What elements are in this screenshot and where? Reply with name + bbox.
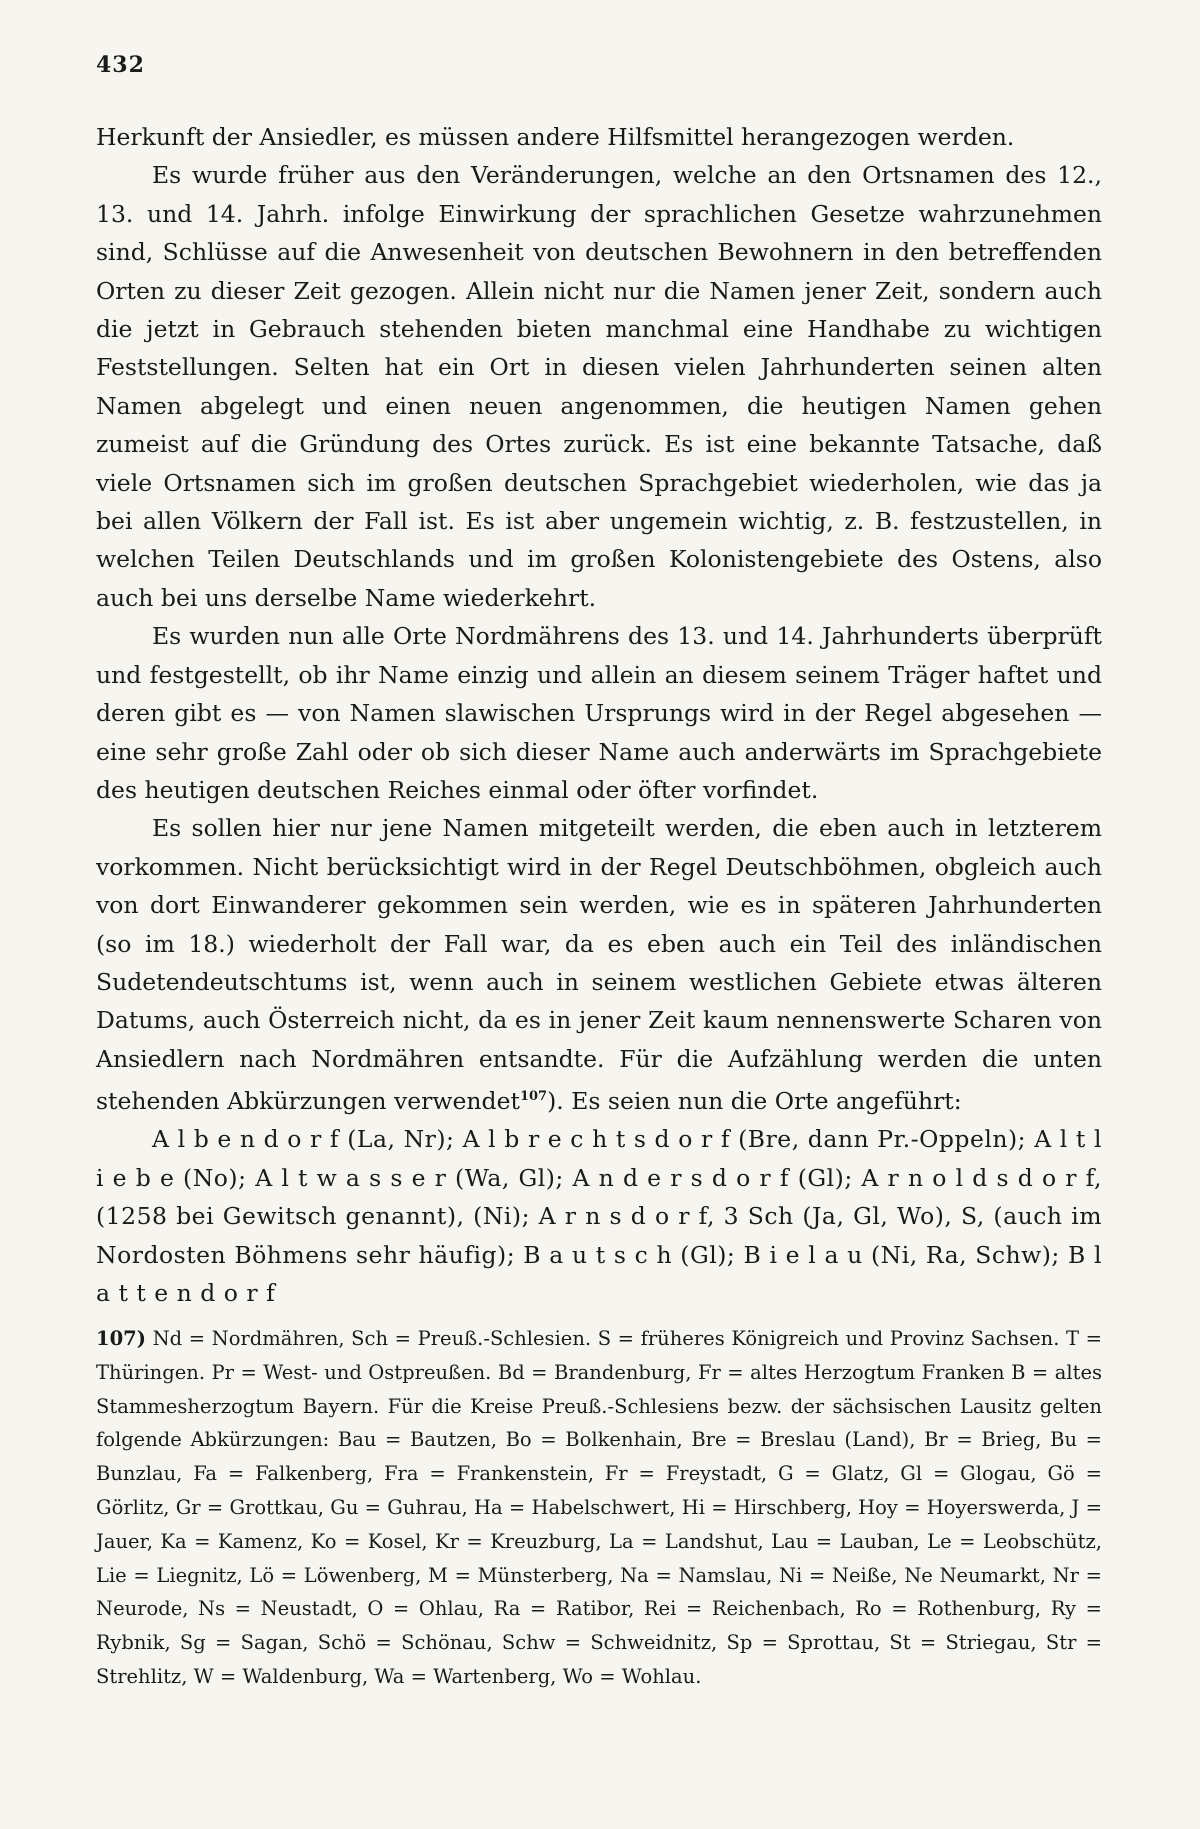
page-number: 432 — [96, 52, 145, 78]
paragraph-1: Herkunft der Ansiedler, es müssen andere Hilfsmittel herangezogen werden. — [96, 123, 1015, 151]
paragraph-5-place-list: A l b e n d o r f (La, Nr); A l b r e c h t s d o r f (Bre, dann Pr.-Oppeln); A l t l i e b e (No); A l t w a s s e r (Wa, Gl); A n d e r s d o r f (Gl); A r n o l d s d o r f, (1258 bei Gewitsch genannt), (Ni); A r n s d o r f, 3 Sch (Ja, Gl, Wo), S, (auch im Nordosten Böhmens sehr häufig); B a u t s c h (Gl); B i e l a u (Ni, Ra, Schw); B l a t t e n d o r f — [96, 1125, 1102, 1308]
paragraph-2: Es wurde früher aus den Veränderungen, welche an den Ortsnamen des 12., 13. und 14. Jahrh. infolge Einwirkung der sprachlichen Gesetze wahrzunehmen sind, Schlüsse auf die Anwesenheit von deutschen Bewohnern in den betreffenden Orten zu dieser Zeit gezogen. Allein nicht nur die Namen jener Zeit, sondern auch die jetzt in Gebrauch stehenden bieten manchmal eine Handhabe zu wichtigen Feststellungen. Selten hat ein Ort in diesen vielen Jahrhunderten seinen alten Namen abgelegt und einen neuen angenommen, die heutigen Namen gehen zumeist auf die Gründung des Ortes zurück. Es ist eine bekannte Tatsache, daß viele Ortsnamen sich im großen deutschen Sprachgebiet wiederholen, wie das ja bei allen Völkern der Fall ist. Es ist aber ungemein wichtig, z. B. festzustellen, in welchen Teilen Deutschlands und im großen Kolonistengebiete des Ostens, also auch bei uns derselbe Name wiederkehrt. — [96, 161, 1102, 612]
paragraph-3: Es wurden nun alle Orte Nordmährens des 13. und 14. Jahrhunderts überprüft und festgestellt, ob ihr Name einzig und allein an diesem seinem Träger haftet und deren gibt es — von Namen slawischen Ursprungs wird in der Regel abgesehen — eine sehr große Zahl oder ob sich dieser Name auch anderwärts im Sprachgebiete des heutigen deutschen Reiches einmal oder öfter vorfindet. — [96, 622, 1102, 804]
footnote-number: 107) — [96, 1327, 146, 1350]
paragraph-4 — [96, 809, 1102, 1120]
paragraph-4-text-end: ). Es seien nun die Orte angeführt: — [547, 1086, 962, 1115]
footnote — [96, 1322, 1102, 1694]
paragraph-4-text: Es sollen hier nur jene Namen mitgeteilt werden, die eben auch in letzterem vorkommen. Nicht berücksichtigt wird in der Regel Deutschböhmen, obgleich auch von dort Einwanderer gekommen sein werden, wie es in späteren Jahrhunderten (so im 18.) wiederholt der Fall war, da es eben auch ein Teil des inländischen Sudetendeutschtums ist, wenn auch in seinem westlichen Gebiete etwas älteren Datums, auch Österreich nicht, da es in jener Zeit kaum nennenswerte Scharen von Ansiedlern nach Nordmähren entsandte. Für die Aufzählung werden die unten stehenden Abkürzungen verwendet — [96, 814, 1102, 1115]
footnote-body: Nd = Nordmähren, Sch = Preuß.-Schlesien. S = früheres Königreich und Provinz Sachsen. T = Thüringen. Pr = West- und Ostpreußen. Bd = Brandenburg, Fr = altes Herzogtum Franken B = altes Stammesherzogtum Bayern. Für die Kreise Preuß.-Schlesiens bezw. der sächsischen Lausitz gelten folgende Abkürzungen: Bau = Bautzen, Bo = Bolkenhain, Bre = Breslau (Land), Br = Brieg, Bu = Bunzlau, Fa = Falkenberg, Fra = Frankenstein, Fr = Freystadt, G = Glatz, Gl = Glogau, Gö = Görlitz, Gr = Grottkau, Gu = Guhrau, Ha = Habelschwert, Hi = Hirschberg, Hoy = Hoyerswerda, J = Jauer, Ka = Kamenz, Ko = Kosel, Kr = Kreuzburg, La = Landshut, Lau = Lauban, Le = Leobschütz, Lie = Liegnitz, Lö = Löwenberg, M = Münsterberg, Na = Namslau, Ni = Neiße, Ne Neumarkt, Nr = Neurode, Ns = Neustadt, O = Ohlau, Ra = Ratibor, Rei = Reichenbach, Ro = Rothenburg, Ry = Rybnik, Sg = Sagan, Schö = Schönau, Schw = Schweidnitz, Sp = Sprottau, St = Striegau, Str = Strehlitz, W = Waldenburg, Wa = Wartenberg, Wo = Wohlau. — [96, 1327, 1103, 1688]
footnote-reference: 107 — [519, 1089, 548, 1105]
body-text — [96, 118, 1102, 1312]
footnote-text — [96, 1322, 1102, 1694]
